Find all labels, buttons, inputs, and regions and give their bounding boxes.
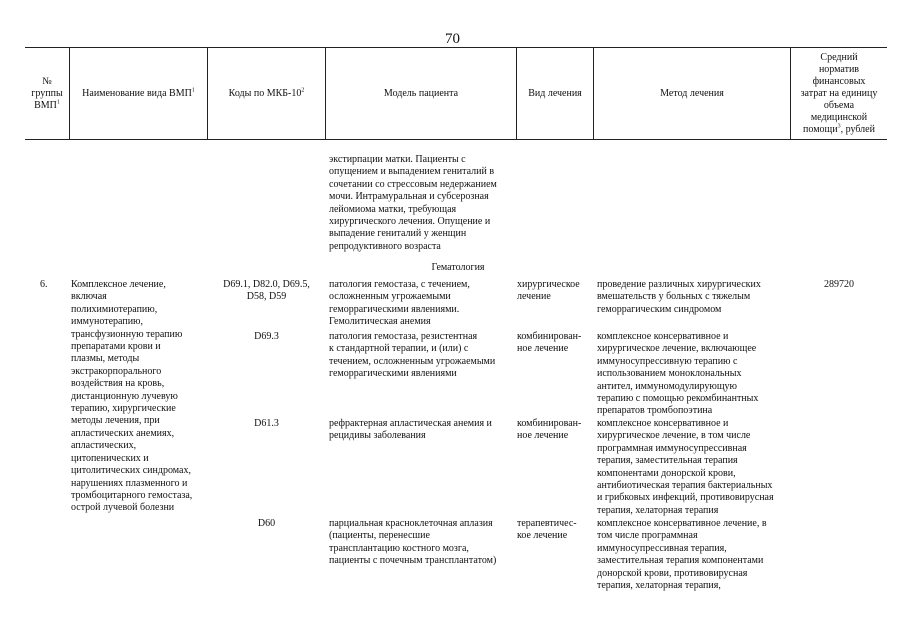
row-1-treatment-method: проведение различных хирургических вмешательств у больных с тяжелым геморрагическим синдромом (597, 279, 761, 315)
header-vmp-name: Наименование вида ВМП$^1$ (82, 87, 195, 99)
row-3-treatment-method: комплексное консервативное и хирургическое лечение, в том числе программная иммуносупрессивная терапия, заместительная терапия компонентами донорской крови, антибиотическая терапия бактериальных и грибковых инфекций, противовирусная терапия, хелаторная терапия (597, 418, 774, 516)
section-title: Гематология (431, 262, 485, 273)
row-2-treatment-kind: комбинирован- ное лечение (517, 331, 582, 355)
row-1-treatment-kind: хирургическое лечение (517, 279, 580, 303)
row-4-treatment-kind: терапевтичес- кое лечение (517, 518, 577, 542)
continuation-patient-model: экстирпации матки. Пациенты с опущением и выпадением гениталий в сочетании со стрессовым недержанием мочи. Интрамуральная и субсерозная лейомиома матки, требующая хирургического лечения. Опущение и выпадение гениталий у женщин репродуктивного возраста (329, 154, 497, 252)
row-3-patient-model: рефрактерная апластическая анемия и рецидивы заболевания (329, 418, 492, 442)
row-4-patient-model: парциальная красноклеточная аплазия (пациенты, перенесшие трансплантацию костного мозга, пациенты с почечным трансплантатом) (329, 518, 497, 567)
row-2-treatment-method: комплексное консервативное и хирургическое лечение, включающее иммуносупрессивную терапию с использованием моноклональных антител, иммуномодулирующую терапию с помощью рекомбинантных препаратов тромбопоэтина (597, 331, 759, 417)
row-2-patient-model: патология гемостаза, резистентная к стандартной терапии, и (или) с течением, осложненным угрожаемыми геморрагическими явлениями (329, 331, 496, 380)
row-3-treatment-kind: комбинирован- ное лечение (517, 418, 582, 442)
header-group-number: № группы ВМП$^1$ (31, 75, 63, 111)
header-patient-model: Модель пациента (383, 87, 459, 99)
average-cost-value: 289720 (824, 279, 854, 290)
group-number: 6. (40, 279, 48, 290)
row-1-patient-model: патология гемостаза, с течением, осложненным угрожаемыми геморрагическими явлениями. Гемолитическая анемия (329, 279, 470, 328)
row-4-treatment-method: комплексное консервативное лечение, в том числе программная иммуносупрессивная терапия, заместительная терапия компонентами донорской крови, противовирусная терапия, хелаторная терапия, (597, 518, 767, 592)
header-treatment-kind: Вид лечения (528, 87, 582, 99)
header-treatment-method: Метод лечения (660, 87, 724, 99)
vmp-name: Комплексное лечение, включая полихимиотерапию, иммунотерапию, трансфузионную терапию препаратами крови и плазмы, методы экстракорпорального воздействия на кровь, дистанционную лучевую терапию, хирургические методы лечения, при апластических анемиях, апластических, цитопенических и цитолитических синдромах, нарушениях плазменного и тромбоцитарного гемостаза, острой лучевой болезни (71, 279, 193, 514)
row-2-codes: D69.3 (254, 331, 279, 342)
header-icd-codes: Коды по МКБ-$10^2$ (228, 87, 305, 99)
header-bottom-border (25, 139, 887, 140)
page-number: 70 (445, 31, 460, 47)
header-average-cost: Средний норматив финансовых затрат на единицу объема медицинской помощи$^3$, рублей (800, 51, 878, 135)
row-1-codes: D69.1, D82.0, D69.5, D58, D59 (223, 279, 310, 303)
row-4-codes: D60 (257, 518, 276, 529)
row-3-codes: D61.3 (254, 418, 279, 429)
